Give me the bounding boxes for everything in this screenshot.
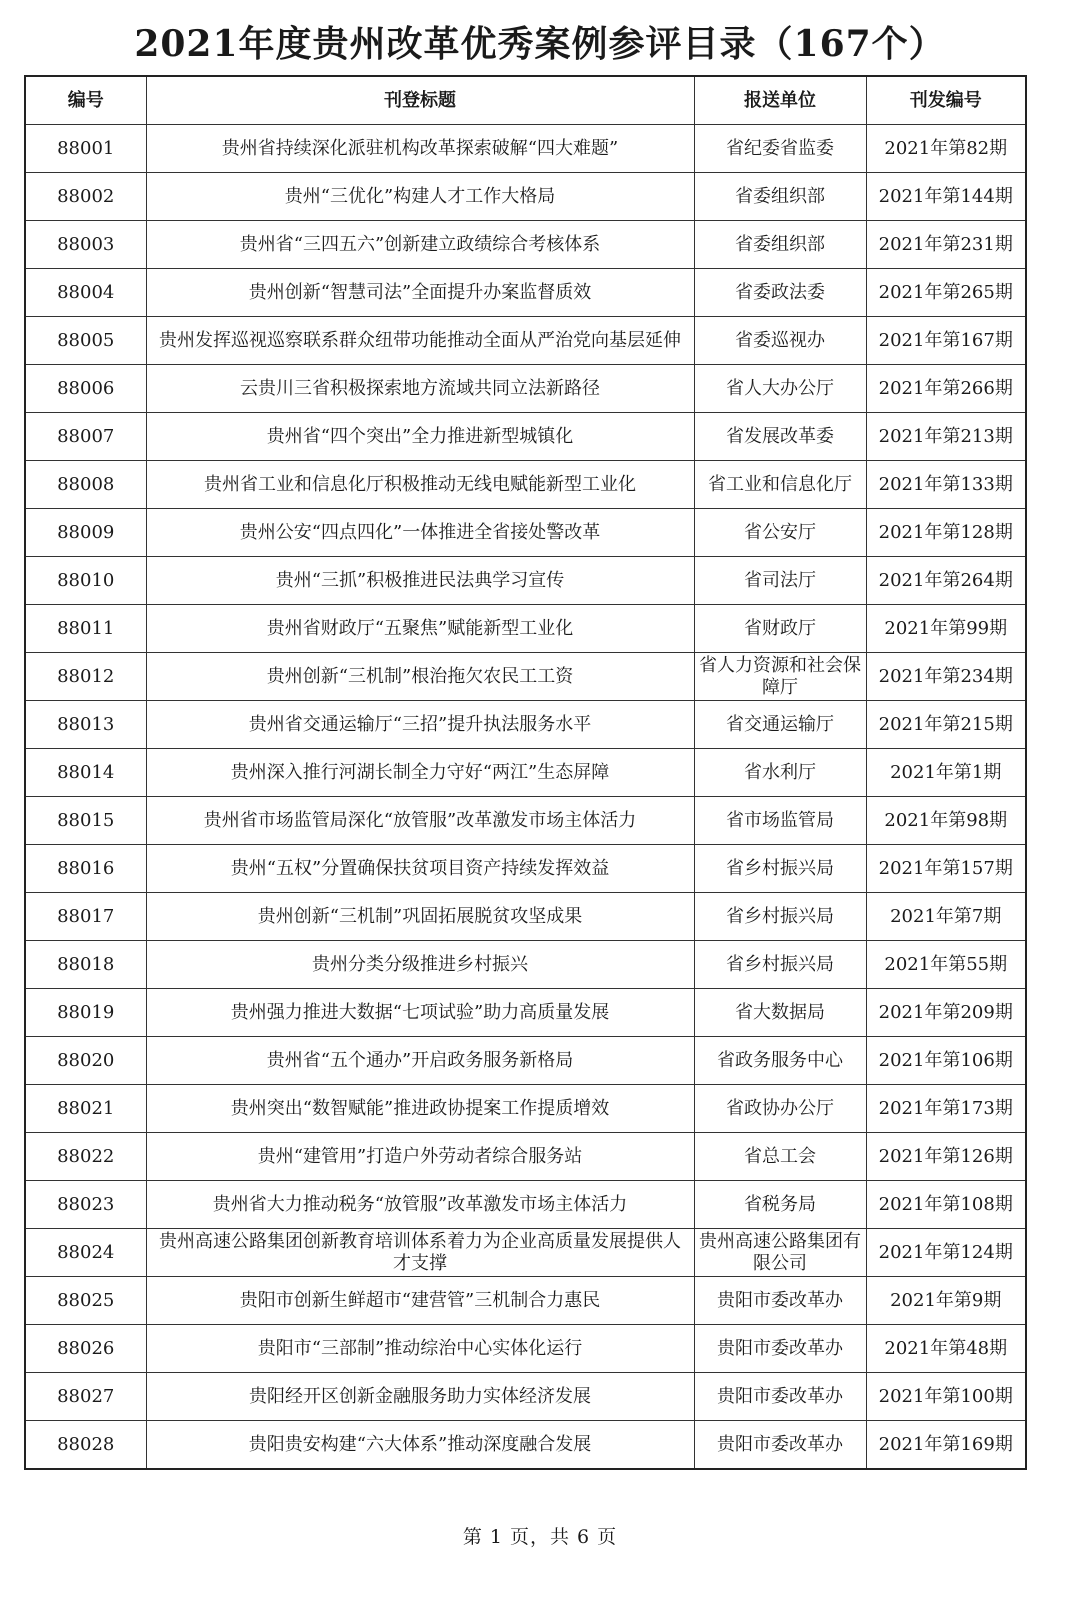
- cell-title: 贵州创新“三机制”根治拖欠农民工工资: [146, 653, 694, 701]
- cell-issue: 2021年第234期: [866, 653, 1026, 701]
- table-header-row: [25, 76, 1026, 125]
- cell-id: 88001: [25, 125, 146, 173]
- cell-id: 88026: [25, 1325, 146, 1373]
- table-row: [25, 1325, 1026, 1373]
- cell-id: 88016: [25, 845, 146, 893]
- cell-unit: 省人大办公厅: [694, 365, 866, 413]
- table-row: [25, 221, 1026, 269]
- cell-unit: 省委巡视办: [694, 317, 866, 365]
- table-row: [25, 1229, 1026, 1277]
- cell-id: 88014: [25, 749, 146, 797]
- table-row: [25, 173, 1026, 221]
- cell-unit: 省政务服务中心: [694, 1037, 866, 1085]
- table-row: [25, 1421, 1026, 1470]
- cell-unit: 贵阳市委改革办: [694, 1277, 866, 1325]
- cell-id: 88013: [25, 701, 146, 749]
- cell-id: 88025: [25, 1277, 146, 1325]
- cell-id: 88005: [25, 317, 146, 365]
- cell-issue: 2021年第265期: [866, 269, 1026, 317]
- cell-issue: 2021年第144期: [866, 173, 1026, 221]
- table-row: [25, 989, 1026, 1037]
- table-row: [25, 413, 1026, 461]
- cell-id: 88002: [25, 173, 146, 221]
- table-row: [25, 461, 1026, 509]
- cell-title: 贵阳经开区创新金融服务助力实体经济发展: [146, 1373, 694, 1421]
- table-row: [25, 1373, 1026, 1421]
- cell-title: 云贵川三省积极探索地方流域共同立法新路径: [146, 365, 694, 413]
- cell-unit: 省委政法委: [694, 269, 866, 317]
- cell-unit: 贵阳市委改革办: [694, 1373, 866, 1421]
- cell-title: 贵州省“三四五六”创新建立政绩综合考核体系: [146, 221, 694, 269]
- table-row: [25, 1277, 1026, 1325]
- cell-unit: 省财政厅: [694, 605, 866, 653]
- cell-id: 88010: [25, 557, 146, 605]
- cell-issue: 2021年第213期: [866, 413, 1026, 461]
- cell-title: 贵州“五权”分置确保扶贫项目资产持续发挥效益: [146, 845, 694, 893]
- cell-issue: 2021年第173期: [866, 1085, 1026, 1133]
- cell-title: 贵州“三抓”积极推进民法典学习宣传: [146, 557, 694, 605]
- cell-issue: 2021年第55期: [866, 941, 1026, 989]
- cell-title: 贵阳贵安构建“六大体系”推动深度融合发展: [146, 1421, 694, 1470]
- cell-issue: 2021年第266期: [866, 365, 1026, 413]
- table-row: [25, 1085, 1026, 1133]
- cell-id: 88015: [25, 797, 146, 845]
- cell-issue: 2021年第167期: [866, 317, 1026, 365]
- cell-title: 贵州公安“四点四化”一体推进全省接处警改革: [146, 509, 694, 557]
- cell-id: 88028: [25, 1421, 146, 1470]
- table-row: [25, 317, 1026, 365]
- cell-id: 88008: [25, 461, 146, 509]
- cell-issue: 2021年第99期: [866, 605, 1026, 653]
- cell-id: 88023: [25, 1181, 146, 1229]
- cell-id: 88003: [25, 221, 146, 269]
- cell-title: 贵州省大力推动税务“放管服”改革激发市场主体活力: [146, 1181, 694, 1229]
- cell-id: 88017: [25, 893, 146, 941]
- cell-title: 贵州突出“数智赋能”推进政协提案工作提质增效: [146, 1085, 694, 1133]
- cell-issue: 2021年第100期: [866, 1373, 1026, 1421]
- cell-issue: 2021年第215期: [866, 701, 1026, 749]
- cell-unit: 贵阳市委改革办: [694, 1325, 866, 1373]
- cell-unit: 省水利厅: [694, 749, 866, 797]
- cell-unit: 省委组织部: [694, 221, 866, 269]
- table-row: [25, 269, 1026, 317]
- cell-unit: 省大数据局: [694, 989, 866, 1037]
- table-row: [25, 557, 1026, 605]
- cell-title: 贵州省工业和信息化厅积极推动无线电赋能新型工业化: [146, 461, 694, 509]
- cell-unit: 省交通运输厅: [694, 701, 866, 749]
- cell-issue: 2021年第126期: [866, 1133, 1026, 1181]
- cell-title: 贵州发挥巡视巡察联系群众纽带功能推动全面从严治党向基层延伸: [146, 317, 694, 365]
- cell-title: 贵州创新“智慧司法”全面提升办案监督质效: [146, 269, 694, 317]
- cell-unit: 省税务局: [694, 1181, 866, 1229]
- cell-issue: 2021年第106期: [866, 1037, 1026, 1085]
- cell-title: 贵州深入推行河湖长制全力守好“两江”生态屏障: [146, 749, 694, 797]
- cell-title: 贵州“建管用”打造户外劳动者综合服务站: [146, 1133, 694, 1181]
- table-row: [25, 941, 1026, 989]
- cell-title: 贵阳市“三部制”推动综治中心实体化运行: [146, 1325, 694, 1373]
- cell-issue: 2021年第9期: [866, 1277, 1026, 1325]
- cell-id: 88027: [25, 1373, 146, 1421]
- table-row: [25, 1181, 1026, 1229]
- cell-issue: 2021年第264期: [866, 557, 1026, 605]
- cell-title: 贵州省交通运输厅“三招”提升执法服务水平: [146, 701, 694, 749]
- table-row: [25, 605, 1026, 653]
- cell-title: 贵州“三优化”构建人才工作大格局: [146, 173, 694, 221]
- cell-issue: 2021年第209期: [866, 989, 1026, 1037]
- cell-issue: 2021年第7期: [866, 893, 1026, 941]
- cell-title: 贵阳市创新生鲜超市“建营管”三机制合力惠民: [146, 1277, 694, 1325]
- cell-id: 88011: [25, 605, 146, 653]
- cell-unit: 省发展改革委: [694, 413, 866, 461]
- cell-issue: 2021年第133期: [866, 461, 1026, 509]
- cell-issue: 2021年第128期: [866, 509, 1026, 557]
- cell-id: 88007: [25, 413, 146, 461]
- cell-title: 贵州分类分级推进乡村振兴: [146, 941, 694, 989]
- catalog-table: [24, 75, 1027, 1470]
- cell-unit: 省委组织部: [694, 173, 866, 221]
- cell-title: 贵州省财政厅“五聚焦”赋能新型工业化: [146, 605, 694, 653]
- cell-unit: 省工业和信息化厅: [694, 461, 866, 509]
- cell-issue: 2021年第157期: [866, 845, 1026, 893]
- table-row: [25, 797, 1026, 845]
- cell-issue: 2021年第231期: [866, 221, 1026, 269]
- cell-unit: 省政协办公厅: [694, 1085, 866, 1133]
- cell-issue: 2021年第82期: [866, 125, 1026, 173]
- cell-title: 贵州省“五个通办”开启政务服务新格局: [146, 1037, 694, 1085]
- cell-id: 88021: [25, 1085, 146, 1133]
- cell-id: 88019: [25, 989, 146, 1037]
- table-row: [25, 653, 1026, 701]
- header-unit: 报送单位: [694, 76, 866, 125]
- page-footer: 第 1 页，共 6 页: [462, 1526, 618, 1548]
- table-row: [25, 365, 1026, 413]
- cell-issue: 2021年第48期: [866, 1325, 1026, 1373]
- cell-unit: 省司法厅: [694, 557, 866, 605]
- cell-issue: 2021年第169期: [866, 1421, 1026, 1470]
- header-id: 编号: [25, 76, 146, 125]
- cell-unit: 省市场监管局: [694, 797, 866, 845]
- cell-unit: 省人力资源和社会保障厅: [694, 653, 866, 701]
- cell-unit: 省公安厅: [694, 509, 866, 557]
- table-row: [25, 845, 1026, 893]
- cell-id: 88012: [25, 653, 146, 701]
- cell-id: 88006: [25, 365, 146, 413]
- table-row: [25, 1037, 1026, 1085]
- cell-unit: 省总工会: [694, 1133, 866, 1181]
- cell-id: 88020: [25, 1037, 146, 1085]
- cell-title: 贵州高速公路集团创新教育培训体系着力为企业高质量发展提供人才支撑: [146, 1229, 694, 1277]
- cell-title: 贵州创新“三机制”巩固拓展脱贫攻坚成果: [146, 893, 694, 941]
- header-title: 刊登标题: [146, 76, 694, 125]
- cell-title: 贵州省持续深化派驻机构改革探索破解“四大难题”: [146, 125, 694, 173]
- cell-unit: 贵州高速公路集团有限公司: [694, 1229, 866, 1277]
- table-row: [25, 749, 1026, 797]
- cell-id: 88022: [25, 1133, 146, 1181]
- cell-title: 贵州省市场监管局深化“放管服”改革激发市场主体活力: [146, 797, 694, 845]
- cell-id: 88009: [25, 509, 146, 557]
- cell-issue: 2021年第108期: [866, 1181, 1026, 1229]
- cell-unit: 省乡村振兴局: [694, 845, 866, 893]
- table-row: [25, 893, 1026, 941]
- cell-id: 88024: [25, 1229, 146, 1277]
- cell-unit: 贵阳市委改革办: [694, 1421, 866, 1470]
- cell-issue: 2021年第1期: [866, 749, 1026, 797]
- cell-issue: 2021年第124期: [866, 1229, 1026, 1277]
- table-row: [25, 125, 1026, 173]
- cell-issue: 2021年第98期: [866, 797, 1026, 845]
- cell-unit: 省乡村振兴局: [694, 941, 866, 989]
- cell-unit: 省乡村振兴局: [694, 893, 866, 941]
- cell-id: 88004: [25, 269, 146, 317]
- page-title: 2021年度贵州改革优秀案例参评目录（167个）: [134, 23, 946, 65]
- table-row: [25, 1133, 1026, 1181]
- cell-title: 贵州强力推进大数据“七项试验”助力高质量发展: [146, 989, 694, 1037]
- cell-title: 贵州省“四个突出”全力推进新型城镇化: [146, 413, 694, 461]
- header-issue: 刊发编号: [866, 76, 1026, 125]
- cell-unit: 省纪委省监委: [694, 125, 866, 173]
- table-row: [25, 701, 1026, 749]
- cell-id: 88018: [25, 941, 146, 989]
- table-row: [25, 509, 1026, 557]
